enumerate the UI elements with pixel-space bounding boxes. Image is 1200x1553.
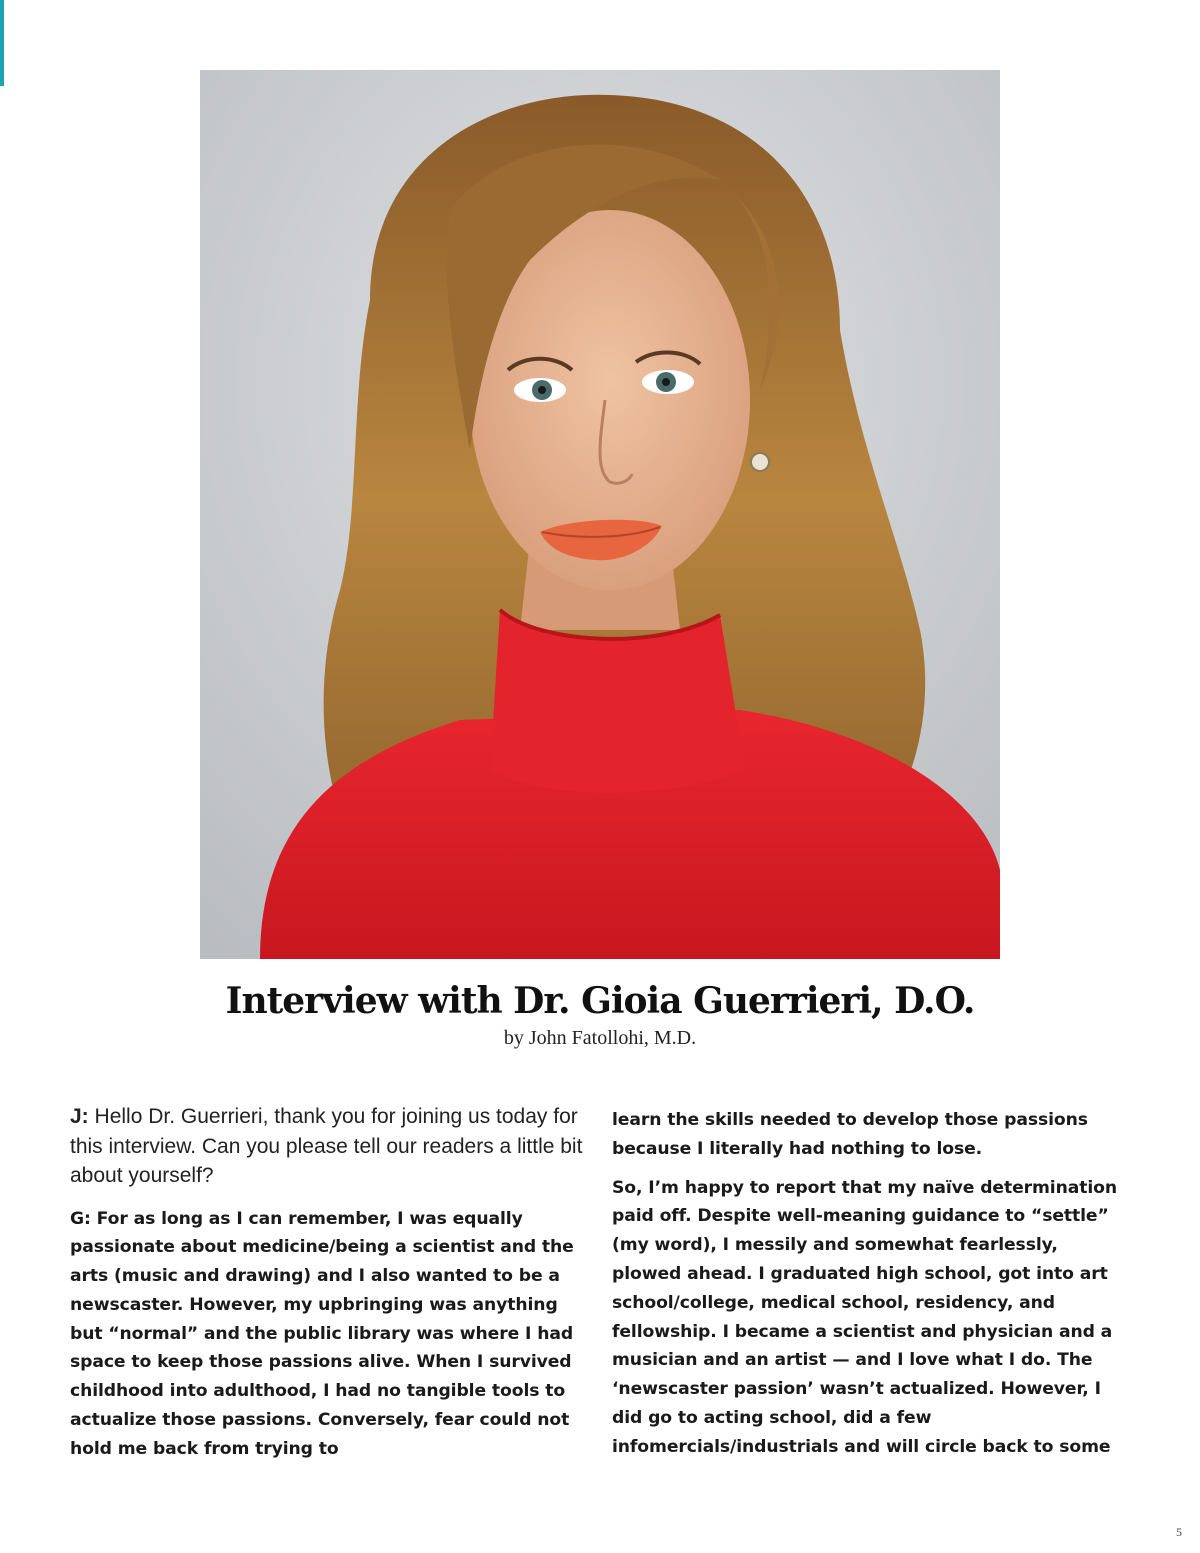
interview-answer: G: For as long as I can remember, I was equally passionate about medicine/being a scientist and the arts (music and drawing) and I also wanted to be a newscaster. However, my upbringing was anything but “normal” and the public library was where I had space to keep those passions alive. When I survived childhood into adulthood, I had no tangible tools to actualize those passions. Conversely, fear could not hold me back from trying to: [70, 1208, 574, 1459]
answer-paragraph: So, I’m happy to report that my naïve determination paid off. Despite well-meaning guidance to “settle” (my word), I messily and somewhat fearlessly, plowed ahead. I graduated high school, got into art school/college, medical school, residency, and fellowship. I became a scientist and physician and a musician and an artist — and I love what I do. The ‘newscaster passion’ wasn’t actualized. However, I did go to acting school, did a few infomercials/industrials and will circle back to some: [612, 1177, 1117, 1457]
left-column: [70, 1102, 590, 1474]
answer-continuation: learn the skills needed to develop those passions because I literally had nothing to lose.: [612, 1110, 1088, 1159]
portrait-illustration: [200, 70, 1000, 959]
question-speaker: J:: [70, 1105, 89, 1128]
portrait-photo: [200, 70, 1000, 959]
edge-accent-bar: [0, 0, 4, 86]
question-text: Hello Dr. Guerrieri, thank you for joining us today for this interview. Can you please tell our readers a little bit about yourself?: [70, 1105, 583, 1187]
page-number: 5: [1176, 1525, 1182, 1539]
right-column: [612, 1106, 1132, 1472]
article-title: Interview with Dr. Gioia Guerrieri, D.O.: [225, 980, 975, 1022]
article-byline: by John Fatollohi, M.D.: [503, 1027, 697, 1049]
interview-question: [70, 1102, 590, 1191]
